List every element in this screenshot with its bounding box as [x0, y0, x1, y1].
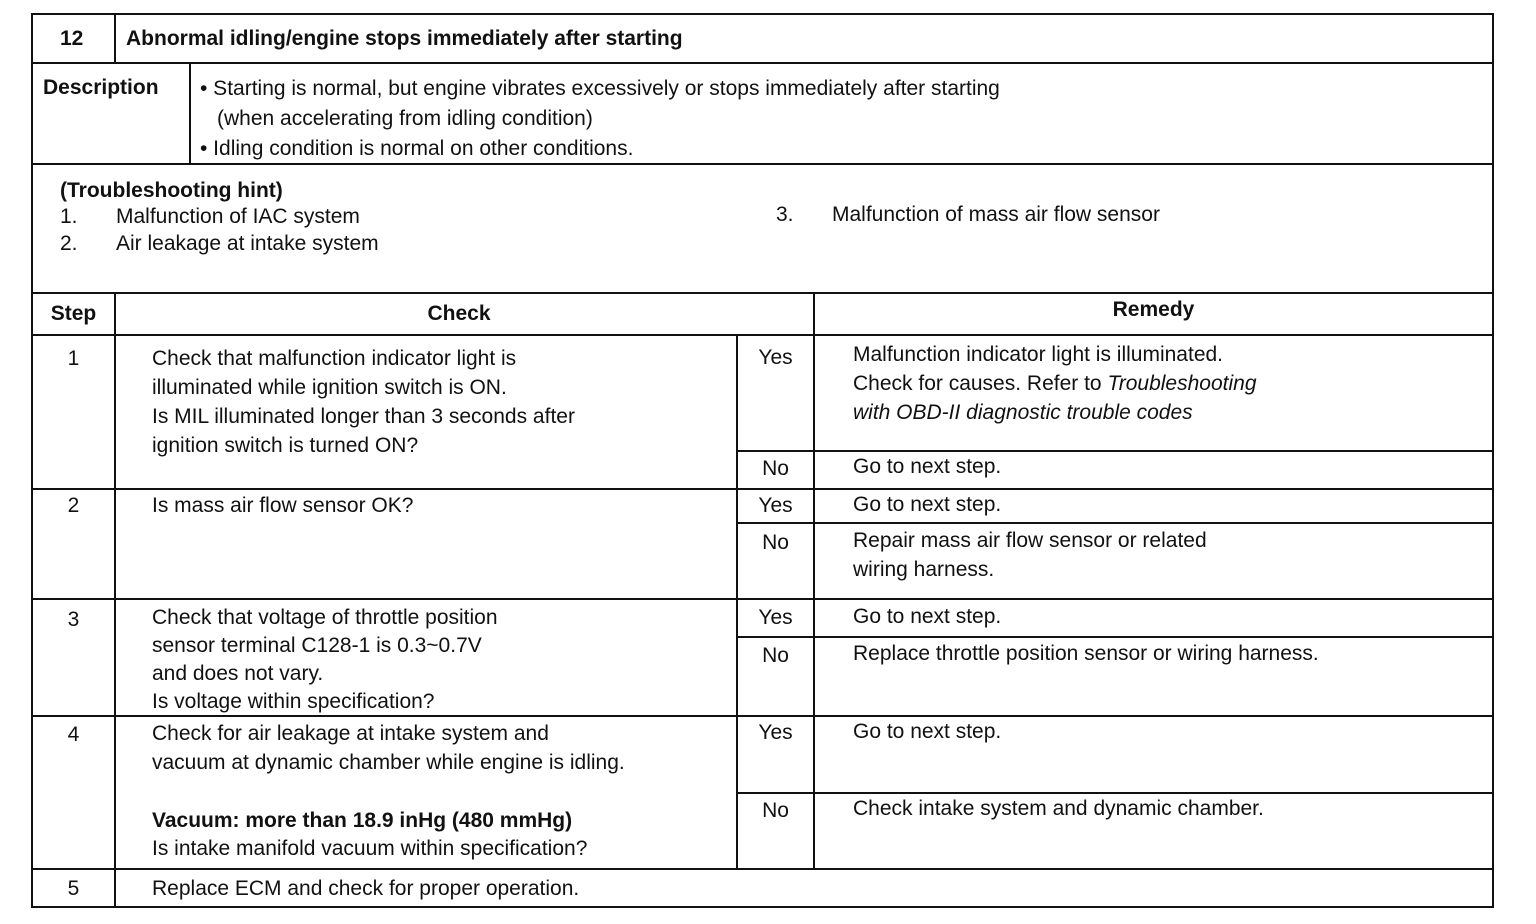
description-label: Description [43, 76, 159, 99]
step-4-no-remedy: Check intake system and dynamic chamber. [853, 797, 1264, 820]
step-5-number: 5 [67, 877, 80, 900]
section-number: 12 [60, 27, 84, 50]
border-right [1492, 13, 1494, 908]
divider-row-1 [31, 488, 1494, 490]
divider-row-2 [31, 598, 1494, 600]
step-3-no-remedy: Replace throttle position sensor or wiring harness. [853, 642, 1319, 665]
step-5-check: Replace ECM and check for proper operation. [152, 877, 580, 900]
obd-reference-link-cont: with OBD-II diagnostic trouble codes [853, 401, 1193, 424]
header-check: Check [427, 302, 491, 325]
divider-header [31, 62, 1494, 64]
step-2-number: 2 [67, 494, 80, 517]
step-1-no-label: No [762, 457, 789, 480]
hint-item-2-text: Air leakage at intake system [116, 232, 379, 255]
step-4-check-question: Is intake manifold vacuum within specification? [152, 837, 588, 860]
step-1-yes-remedy: Malfunction indicator light is illuminated. Check for causes. Refer to Troubleshooting with OBD-II diagnostic trouble codes [853, 343, 1257, 424]
hint-item-2-number: 2. [60, 232, 78, 255]
step-1-check: Check that malfunction indicator light is illuminated while ignition switch is ON. Is MIL illuminated longer than 3 seconds after ignition switch is turned ON? [152, 347, 575, 457]
border-top [31, 13, 1494, 15]
step-2-no-label: No [762, 531, 789, 554]
step-4-check: Check for air leakage at intake system and vacuum at dynamic chamber while engine is idling. [152, 722, 625, 774]
divider-yesno-column [736, 334, 738, 870]
hint-item-3-text: Malfunction of mass air flow sensor [832, 203, 1160, 226]
header-remedy: Remedy [1112, 298, 1195, 321]
description-bullet-1-cont: (when accelerating from idling condition) [217, 107, 593, 130]
step-4-number: 4 [67, 723, 80, 746]
step-3-no-label: No [762, 644, 789, 667]
divider-hint [31, 292, 1494, 294]
step-1-yes-label: Yes [758, 346, 793, 369]
step-4-yes-remedy: Go to next step. [853, 720, 1002, 743]
divider-description [31, 163, 1494, 165]
divider-step-column [114, 292, 116, 908]
step-2-check: Is mass air flow sensor OK? [152, 494, 414, 517]
step-3-check: Check that voltage of throttle position sensor terminal C128-1 is 0.3~0.7V and does not vary. Is voltage within specification? [152, 606, 498, 713]
step-4-vacuum-spec: Vacuum: more than 18.9 inHg (480 mmHg) [152, 809, 573, 832]
hint-item-1-text: Malfunction of IAC system [116, 205, 360, 228]
divider-table-header [31, 334, 1494, 336]
step-1-number: 1 [67, 347, 80, 370]
step-3-number: 3 [67, 608, 80, 631]
step-3-yes-remedy: Go to next step. [853, 605, 1002, 628]
step-4-yes-label: Yes [758, 721, 793, 744]
border-bottom [31, 906, 1494, 908]
divider-yes-no-2 [736, 522, 1493, 524]
step-2-yes-label: Yes [758, 494, 793, 517]
border-left [31, 13, 33, 908]
divider-description-label [189, 62, 191, 165]
obd-reference-link: Troubleshooting [1107, 372, 1257, 395]
divider-yes-no-3 [736, 636, 1493, 638]
step-2-no-remedy: Repair mass air flow sensor or related wiring harness. [853, 529, 1207, 581]
divider-row-4 [31, 868, 1494, 870]
description-bullet-1: • Starting is normal, but engine vibrates excessively or stops immediately after starting [200, 77, 1000, 100]
hint-item-1-number: 1. [60, 205, 78, 228]
divider-yes-no-1 [736, 450, 1493, 452]
step-1-no-remedy: Go to next step. [853, 455, 1002, 478]
description-bullet-2: • Idling condition is normal on other conditions. [200, 137, 634, 160]
step-4-no-label: No [762, 799, 789, 822]
header-step: Step [50, 302, 97, 325]
hint-item-3-number: 3. [776, 203, 794, 226]
section-title: Abnormal idling/engine stops immediately after starting [126, 27, 683, 50]
step-3-yes-label: Yes [758, 606, 793, 629]
step-2-yes-remedy: Go to next step. [853, 493, 1002, 516]
hint-title: (Troubleshooting hint) [60, 179, 283, 202]
divider-header-number [114, 13, 116, 64]
divider-remedy-column [813, 292, 815, 870]
